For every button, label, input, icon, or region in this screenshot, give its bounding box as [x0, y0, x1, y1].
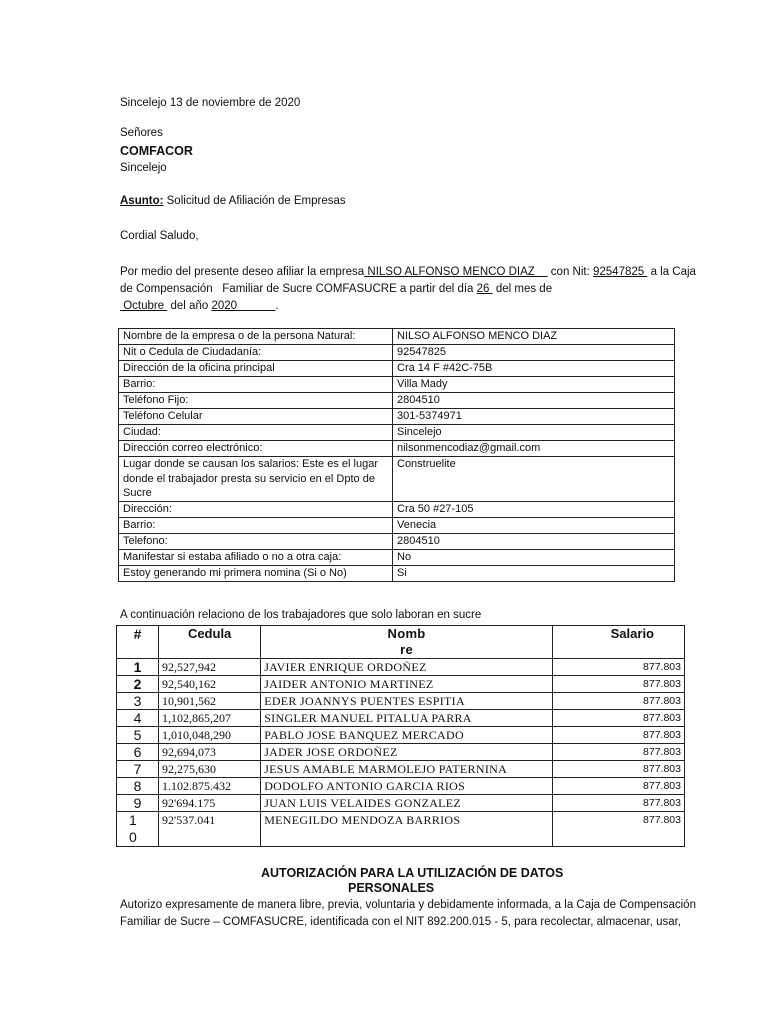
worker-num: 8 — [117, 778, 159, 795]
info-row — [119, 501, 675, 517]
info-value: Sincelejo — [393, 425, 675, 441]
header-salario: Salario — [552, 626, 684, 659]
worker-salary: 877.803 — [552, 795, 684, 812]
workers-table — [116, 625, 685, 847]
info-value: Cra 50 #27-105 — [393, 501, 675, 517]
worker-cedula: 92,275,630 — [159, 761, 261, 778]
header-nombre — [261, 626, 553, 659]
info-row — [119, 425, 675, 441]
worker-num: 1 — [117, 659, 159, 676]
worker-cedula: 92,694,073 — [159, 744, 261, 761]
info-label: Nit o Cedula de Ciudadanía: — [119, 345, 393, 361]
worker-num: 5 — [117, 727, 159, 744]
worker-row — [117, 659, 685, 676]
intro-text: de Compensación Familiar de Sucre COMFASUCRE a partir del día — [120, 283, 477, 295]
worker-num — [117, 812, 159, 847]
info-value: 2804510 — [393, 533, 675, 549]
header-cedula: Cedula — [159, 626, 261, 659]
worker-name: JADER JOSE ORDOÑEZ — [261, 744, 553, 761]
worker-row — [117, 710, 685, 727]
info-label: Dirección de la oficina principal — [119, 361, 393, 377]
info-row — [119, 393, 675, 409]
intro-text: del año — [167, 300, 212, 312]
header-nombre-part: re — [400, 642, 413, 657]
info-row — [119, 441, 675, 457]
intro-text: Por medio del presente deseo afiliar la empresa — [120, 266, 365, 278]
worker-num: 3 — [117, 693, 159, 710]
worker-salary: 877.803 — [552, 693, 684, 710]
authorization-line-2: Familiar de Sucre – COMFASUCRE, identificada con el NIT 892.200.015 - 5, para recolectar, almacenar, usar, — [120, 916, 682, 928]
info-value: 301-5374971 — [393, 409, 675, 425]
info-row — [119, 329, 675, 345]
worker-name: SINGLER MANUEL PITALUA PARRA — [261, 710, 553, 727]
worker-num: 7 — [117, 761, 159, 778]
worker-num: 6 — [117, 744, 159, 761]
info-value: No — [393, 549, 675, 565]
subject-line — [120, 195, 346, 207]
intro-company: NILSO ALFONSO MENCO DIAZ — [364, 266, 548, 278]
worker-cedula: 92,527,942 — [159, 659, 261, 676]
info-value: 92547825 — [393, 345, 675, 361]
worker-num: 9 — [117, 795, 159, 812]
worker-num-part: 0 — [129, 829, 137, 845]
info-label: Dirección correo electrónico: — [119, 441, 393, 457]
authorization-line-1: Autorizo expresamente de manera libre, previa, voluntaria y debidamente informada, a la Caja de Compensación — [120, 899, 696, 911]
info-row — [119, 517, 675, 533]
info-label: Dirección: — [119, 501, 393, 517]
worker-name: MENEGILDO MENDOZA BARRIOS — [261, 812, 553, 847]
worker-cedula: 1.102.875.432 — [159, 778, 261, 795]
worker-cedula: 92'694.175 — [159, 795, 261, 812]
info-row — [119, 549, 675, 565]
info-value: 2804510 — [393, 393, 675, 409]
worker-row — [117, 778, 685, 795]
worker-name: EDER JOANNYS PUENTES ESPITIA — [261, 693, 553, 710]
info-row — [119, 361, 675, 377]
worker-row — [117, 676, 685, 693]
worker-salary: 877.803 — [552, 659, 684, 676]
worker-salary: 877.803 — [552, 744, 684, 761]
worker-name: PABLO JOSE BANQUEZ MERCADO — [261, 727, 553, 744]
authorization-title-1: AUTORIZACIÓN PARA LA UTILIZACIÓN DE DATOS — [261, 866, 564, 880]
header-num: # — [117, 626, 159, 659]
info-label: Barrio: — [119, 517, 393, 533]
workers-header-row — [117, 626, 685, 659]
worker-num: 4 — [117, 710, 159, 727]
worker-cedula: 92'537.041 — [159, 812, 261, 847]
info-label: Lugar donde se causan los salarios: Este es el lugar donde el trabajador presta su servicio en el Dpto de Sucre — [119, 457, 393, 502]
info-row — [119, 565, 675, 581]
worker-name: JAVIER ENRIQUE ORDOÑEZ — [261, 659, 553, 676]
recipient-company: COMFACOR — [120, 144, 193, 158]
worker-salary: 877.803 — [552, 676, 684, 693]
worker-row — [117, 761, 685, 778]
info-label: Ciudad: — [119, 425, 393, 441]
worker-row — [117, 795, 685, 812]
info-row — [119, 345, 675, 361]
company-info-table — [118, 328, 675, 582]
worker-cedula: 1,102,865,207 — [159, 710, 261, 727]
info-value: Construelite — [393, 457, 675, 502]
worker-name: JUAN LUIS VELAIDES GONZALEZ — [261, 795, 553, 812]
intro-nit: 92547825 — [593, 266, 648, 278]
greeting: Cordial Saludo, — [120, 230, 199, 242]
worker-cedula: 10,901,562 — [159, 693, 261, 710]
worker-cedula: 92,540,162 — [159, 676, 261, 693]
worker-row — [117, 693, 685, 710]
worker-salary: 877.803 — [552, 812, 684, 847]
intro-text: del mes de — [492, 283, 553, 295]
info-row — [119, 533, 675, 549]
info-label: Estoy generando mi primera nomina (Si o No) — [119, 565, 393, 581]
intro-text: con Nit: — [547, 266, 593, 278]
worker-row — [117, 812, 685, 847]
info-value: nilsonmencodiaz@gmail.com — [393, 441, 675, 457]
worker-salary: 877.803 — [552, 778, 684, 795]
worker-row — [117, 727, 685, 744]
info-value: Villa Mady — [393, 377, 675, 393]
worker-salary: 877.803 — [552, 727, 684, 744]
info-value: Si — [393, 565, 675, 581]
recipient-city: Sincelejo — [120, 162, 167, 174]
worker-name: DODOLFO ANTONIO GARCIA RIOS — [261, 778, 553, 795]
subject-label: Asunto: — [120, 195, 164, 207]
worker-num-part: 1 — [129, 812, 137, 828]
info-value: NILSO ALFONSO MENCO DIAZ — [393, 329, 675, 345]
worker-num: 2 — [117, 676, 159, 693]
workers-intro: A continuación relaciono de los trabajadores que solo laboran en sucre — [120, 609, 482, 621]
authorization-title-2: PERSONALES — [348, 881, 435, 895]
intro-text: . — [275, 300, 279, 312]
info-label: Teléfono Fijo: — [119, 393, 393, 409]
worker-row — [117, 744, 685, 761]
intro-paragraph — [120, 264, 696, 315]
subject-text: Solicitud de Afiliación de Empresas — [166, 195, 346, 207]
date-line: Sincelejo 13 de noviembre de 2020 — [120, 97, 301, 109]
intro-month: Octubre — [120, 300, 168, 312]
info-label: Telefono: — [119, 533, 393, 549]
info-value: Cra 14 F #42C-75B — [393, 361, 675, 377]
info-label: Barrio: — [119, 377, 393, 393]
info-row — [119, 377, 675, 393]
worker-name: JAIDER ANTONIO MARTINEZ — [261, 676, 553, 693]
worker-cedula: 1,010,048,290 — [159, 727, 261, 744]
header-nombre-part: Nomb — [387, 626, 426, 641]
intro-text: a la Caja — [647, 266, 696, 278]
info-row — [119, 409, 675, 425]
info-label: Nombre de la empresa o de la persona Natural: — [119, 329, 393, 345]
info-row — [119, 457, 675, 502]
salutation-to: Señores — [120, 127, 163, 139]
worker-name: JESUS AMABLE MARMOLEJO PATERNINA — [261, 761, 553, 778]
worker-salary: 877.803 — [552, 761, 684, 778]
intro-day: 26 — [476, 283, 493, 295]
info-value: Venecia — [393, 517, 675, 533]
intro-year: 2020 — [211, 300, 276, 312]
info-label: Teléfono Celular — [119, 409, 393, 425]
info-label: Manifestar si estaba afiliado o no a otra caja: — [119, 549, 393, 565]
worker-salary: 877.803 — [552, 710, 684, 727]
